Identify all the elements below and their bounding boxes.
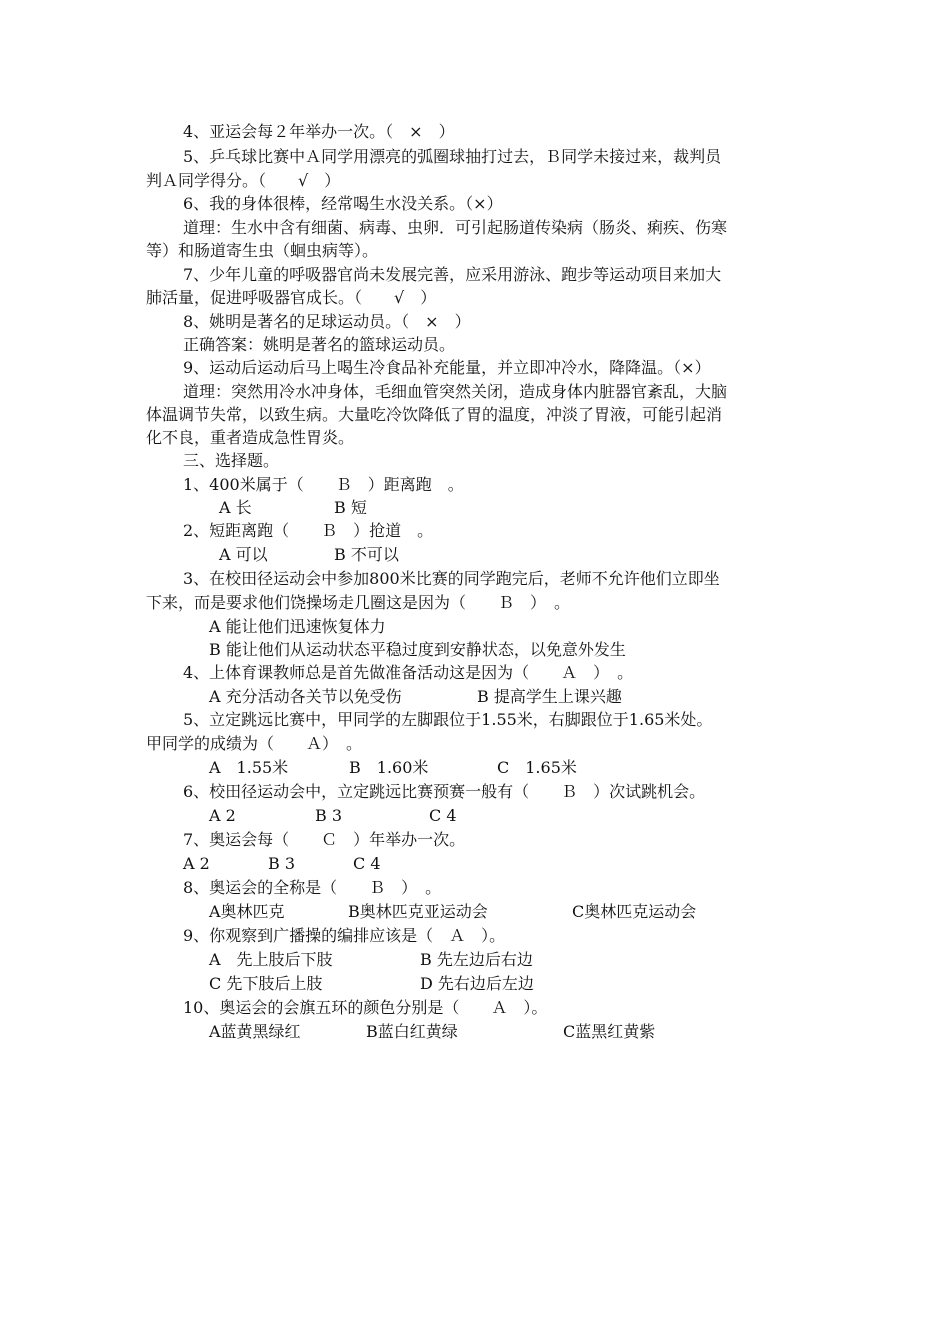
choice-8-option-b: B奥林匹克亚运动会 bbox=[348, 902, 488, 921]
choice-9-option-d: D 先右边后左边 bbox=[420, 974, 534, 993]
explanation-6-line-2: 等）和肠道寄生虫（蛔虫病等）。 bbox=[146, 241, 379, 260]
choice-5-option-b: B 1.60米 bbox=[349, 758, 429, 777]
choice-4-option-b: B 提高学生上课兴趣 bbox=[477, 687, 622, 706]
choice-question-8: 8、奥运会的全称是（ Ｂ ） 。 bbox=[183, 878, 442, 897]
choice-4-option-a: A 充分活动各关节以免受伤 bbox=[209, 687, 402, 706]
choice-7-option-b: B 3 bbox=[268, 854, 296, 873]
choice-question-3-line-2: 下来，而是要求他们饶操场走几圈这是因为（ Ｂ ） 。 bbox=[146, 593, 571, 612]
question-9: 9、运动后运动后马上喝生冷食品补充能量，并立即冲冷水，降降温。（×） bbox=[183, 358, 711, 377]
choice-10-option-b: B蓝白红黄绿 bbox=[366, 1022, 458, 1041]
explanation-9-line-1: 道理：突然用冷水冲身体，毛细血管突然关闭，造成身体内脏器官紊乱，大脑 bbox=[183, 382, 728, 401]
choice-7-option-c: C 4 bbox=[353, 854, 381, 873]
choice-6-option-a: A 2 bbox=[209, 806, 236, 825]
choice-question-9: 9、你观察到广播操的编排应该是（ Ａ ）。 bbox=[183, 926, 506, 945]
choice-5-option-c: C 1.65米 bbox=[497, 758, 577, 777]
explanation-9-line-3: 化不良，重者造成急性胃炎。 bbox=[146, 428, 355, 447]
choice-question-7: 7、奥运会每（ Ｃ ）年举办一次。 bbox=[183, 830, 466, 849]
choice-question-2: 2、短距离跑（ Ｂ ）抢道 。 bbox=[183, 521, 434, 540]
choice-1-option-a: A 长 bbox=[219, 498, 252, 517]
choice-question-1: 1、400米属于（ Ｂ ）距离跑 。 bbox=[183, 475, 464, 494]
choice-1-option-b: B 短 bbox=[334, 498, 367, 517]
explanation-9-line-2: 体温调节失常，以致生病。大量吃冷饮降低了胃的温度，冲淡了胃液，可能引起消 bbox=[146, 405, 723, 424]
choice-question-4: 4、上体育课教师总是首先做准备活动这是因为（ Ａ ） 。 bbox=[183, 663, 634, 682]
section-heading-choice: 三、选择题。 bbox=[183, 451, 280, 470]
choice-8-option-c: C奥林匹克运动会 bbox=[572, 902, 697, 921]
choice-5-option-a: A 1.55米 bbox=[209, 758, 289, 777]
choice-6-option-c: C 4 bbox=[429, 806, 457, 825]
question-5-line-2: 判Ａ同学得分。（ √ ） bbox=[146, 171, 341, 190]
choice-question-5-line-2: 甲同学的成绩为（ Ａ） 。 bbox=[146, 734, 363, 753]
choice-8-option-a: A奥林匹克 bbox=[209, 902, 285, 921]
choice-question-10: 10、奥运会的会旗五环的颜色分别是（ Ａ ）。 bbox=[183, 998, 548, 1017]
correct-answer-8: 正确答案：姚明是著名的篮球运动员。 bbox=[183, 335, 456, 354]
choice-question-6: 6、校田径运动会中，立定跳远比赛预赛一般有（ Ｂ ）次试跳机会。 bbox=[183, 782, 706, 801]
choice-9-option-c: C 先下肢后上肢 bbox=[209, 974, 323, 993]
choice-7-option-a: A 2 bbox=[183, 854, 210, 873]
explanation-6-line-1: 道理：生水中含有细菌、病毒、虫卵．可引起肠道传染病（肠炎、痢疾、伤寒 bbox=[183, 218, 728, 237]
question-7-line-2: 肺活量，促进呼吸器官成长。（ √ ） bbox=[146, 288, 437, 307]
choice-6-option-b: B 3 bbox=[315, 806, 343, 825]
question-6: 6、我的身体很棒，经常喝生水没关系。（×） bbox=[183, 194, 503, 213]
question-7-line-1: 7、少年儿童的呼吸器官尚未发展完善，应采用游泳、跑步等运动项目来加大 bbox=[183, 265, 722, 284]
choice-2-option-b: B 不可以 bbox=[334, 545, 399, 564]
choice-10-option-a: A蓝黄黑绿红 bbox=[209, 1022, 301, 1041]
choice-3-option-b: B 能让他们从运动状态平稳过度到安静状态，以免意外发生 bbox=[209, 640, 626, 659]
choice-9-option-b: B 先左边后右边 bbox=[420, 950, 533, 969]
choice-3-option-a: A 能让他们迅速恢复体力 bbox=[209, 617, 386, 636]
choice-10-option-c: C蓝黑红黄紫 bbox=[563, 1022, 656, 1041]
question-8: 8、姚明是著名的足球运动员。（ × ） bbox=[183, 312, 471, 331]
choice-9-option-a: A 先上肢后下肢 bbox=[209, 950, 333, 969]
choice-question-3-line-1: 3、在校田径运动会中参加800米比赛的同学跑完后，老师不允许他们立即坐 bbox=[183, 569, 720, 588]
question-4: 4、亚运会每２年举办一次。（ × ） bbox=[183, 122, 455, 141]
choice-question-5-line-1: 5、立定跳远比赛中，甲同学的左脚跟位于1.55米，右脚跟位于1.65米处。 bbox=[183, 710, 713, 729]
question-5-line-1: 5、乒乓球比赛中Ａ同学用漂亮的弧圈球抽打过去，Ｂ同学未接过来，裁判员 bbox=[183, 147, 722, 166]
choice-2-option-a: A 可以 bbox=[219, 545, 268, 564]
